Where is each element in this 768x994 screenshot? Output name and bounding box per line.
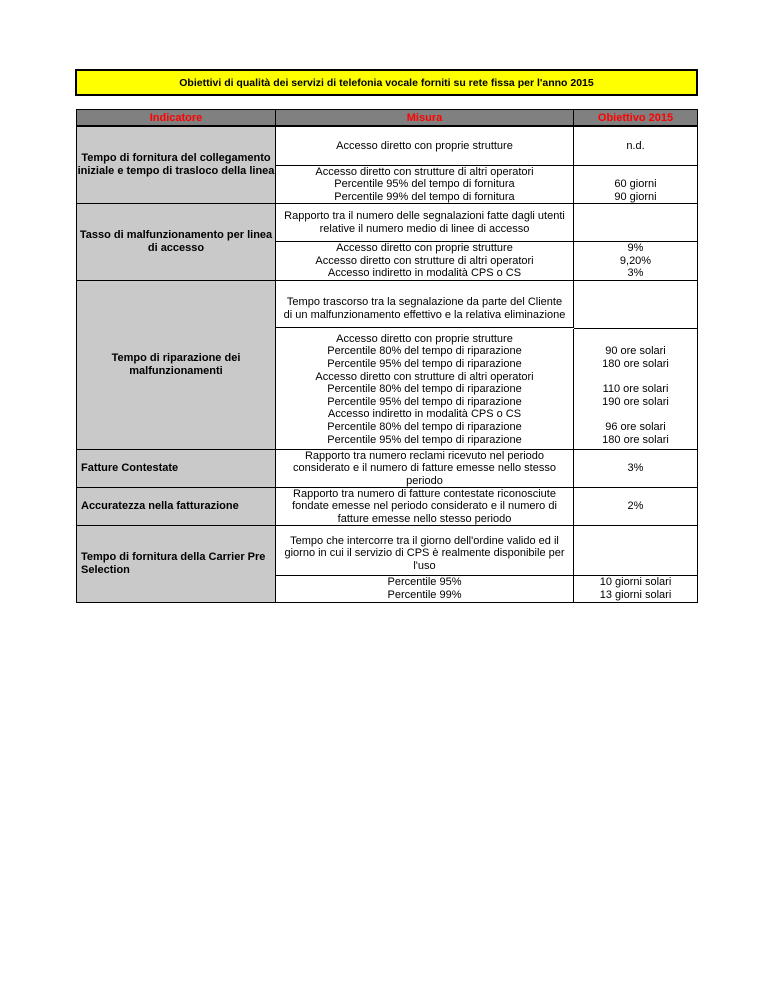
obiettivo-text: 3% — [627, 462, 644, 475]
misura-line: Accesso indiretto in modalità CPS o CS — [327, 267, 522, 280]
obiettivo-line: 110 ore solari — [602, 383, 669, 396]
misura-accuratezza — [276, 488, 574, 526]
misura-carrier-1 — [276, 526, 574, 575]
obiettivo-line: 190 ore solari — [602, 395, 669, 408]
misura-line: Percentile 95% — [387, 576, 462, 589]
obiettivo-line: 180 ore solari — [602, 358, 669, 371]
indicator-fatture: Fatture Contestate — [76, 450, 276, 488]
misura-line: Rapporto tra numero reclami ricevuto nel periodo — [304, 449, 545, 462]
obiettivo-line: 9,20% — [619, 254, 652, 267]
misura-line: fatture emesse nello stesso periodo — [337, 512, 512, 525]
misura-line: giorno in cui il servizio di CPS è realmente disponibile per — [284, 547, 565, 560]
obiettivo-riparazione-1 — [574, 281, 698, 328]
misura-line: Percentile 99% — [387, 589, 462, 601]
indicator-malfunzionamento: Tasso di malfunzionamento per linea di accesso — [76, 204, 276, 281]
misura-carrier-2 — [276, 575, 574, 603]
misura-line: Percentile 95% del tempo di riparazione — [327, 433, 522, 446]
indicator-carrier: Tempo di fornitura della Carrier Pre Selection — [76, 526, 276, 603]
misura-line: periodo — [406, 474, 443, 487]
misura-line: Accesso diretto con strutture di altri operatori — [315, 165, 534, 178]
obiettivo-line: 3% — [627, 267, 644, 280]
misura-text: Accesso diretto con proprie strutture — [336, 139, 513, 152]
misura-line: fondate emesse nel periodo considerato e il numero di — [292, 500, 557, 513]
indicator-riparazione: Tempo di riparazione dei malfunzionamenti — [76, 281, 276, 450]
misura-line: di un malfunzionamento effettivo e la relativa eliminazione — [283, 309, 566, 321]
obiettivo-accuratezza — [574, 488, 698, 526]
misura-line: Accesso indiretto in modalità CPS o CS — [327, 408, 522, 421]
misura-line: Rapporto tra numero di fatture contestate riconosciute — [293, 487, 556, 500]
indicator-accuratezza: Accuratezza nella fatturazione — [76, 488, 276, 526]
obiettivo-text: n.d. — [626, 139, 645, 152]
misura-line: Rapporto tra il numero delle segnalazioni fatte dagli utenti — [284, 209, 565, 222]
indicator-fornitura: Tempo di fornitura del collegamento iniziale e tempo di trasloco della linea — [76, 127, 276, 204]
misura-riparazione-2 — [276, 329, 574, 450]
header-obiettivo: Obiettivo 2015 — [574, 109, 698, 127]
misura-malfunzionamento-1 — [276, 204, 574, 241]
misura-line: Percentile 80% del tempo di riparazione — [327, 345, 522, 358]
obiettivo-line: 180 ore solari — [602, 433, 669, 446]
misura-malfunzionamento-2 — [276, 241, 574, 281]
misura-riparazione-1 — [276, 281, 574, 328]
obiettivo-carrier-1 — [574, 526, 698, 575]
misura-line: Percentile 95% del tempo di riparazione — [327, 395, 522, 408]
obiettivo-line: 90 ore solari — [605, 345, 666, 358]
obiettivo-text: 2% — [627, 500, 644, 513]
misura-line: Accesso diretto con proprie strutture — [336, 332, 513, 345]
misura-line: relative il numero medio di linee di accesso — [319, 222, 530, 235]
obiettivo-line: 13 giorni solari — [599, 589, 672, 601]
misura-line: Percentile 95% del tempo di riparazione — [327, 358, 522, 371]
obiettivo-riparazione-2 — [574, 328, 698, 450]
misura-line: Accesso diretto con strutture di altri operatori — [315, 254, 534, 267]
misura-line: l'uso — [413, 559, 436, 572]
misura-fornitura-1 — [276, 127, 574, 165]
misura-fornitura-2 — [276, 165, 574, 204]
misura-line: Percentile 95% del tempo di fornitura — [334, 178, 515, 191]
header-indicatore: Indicatore — [76, 109, 276, 127]
obiettivo-line: 9% — [627, 242, 644, 255]
obiettivo-fatture — [574, 449, 698, 488]
obiettivo-line: 90 giorni — [614, 190, 657, 203]
misura-line: Percentile 80% del tempo di riparazione — [327, 383, 522, 396]
misura-fatture — [276, 449, 574, 488]
misura-line: Percentile 99% del tempo di fornitura — [334, 190, 515, 203]
obiettivo-fornitura-2 — [574, 165, 698, 204]
obiettivo-malfunzionamento-1 — [574, 204, 698, 241]
misura-line: Tempo che intercorre tra il giorno dell'ordine valido ed il — [290, 534, 559, 547]
document-title: Obiettivi di qualità dei servizi di telefonia vocale forniti su rete fissa per l'anno 2015 — [75, 69, 698, 96]
obiettivo-line: 10 giorni solari — [599, 576, 672, 589]
header-misura: Misura — [276, 109, 574, 127]
misura-line: Tempo trascorso tra la segnalazione da parte del Cliente — [286, 296, 563, 309]
misura-line: Accesso diretto con strutture di altri operatori — [315, 370, 534, 383]
misura-line: Accesso diretto con proprie strutture — [336, 242, 513, 255]
obiettivo-malfunzionamento-2 — [574, 241, 698, 281]
obiettivo-line: 60 giorni — [614, 177, 657, 190]
obiettivo-carrier-2 — [574, 575, 698, 603]
misura-line: considerato e il numero di fatture emesse nello stesso — [293, 462, 556, 475]
obiettivo-line: 96 ore solari — [605, 420, 666, 433]
misura-line: Percentile 80% del tempo di riparazione — [327, 420, 522, 433]
obiettivo-fornitura-1 — [574, 127, 698, 165]
